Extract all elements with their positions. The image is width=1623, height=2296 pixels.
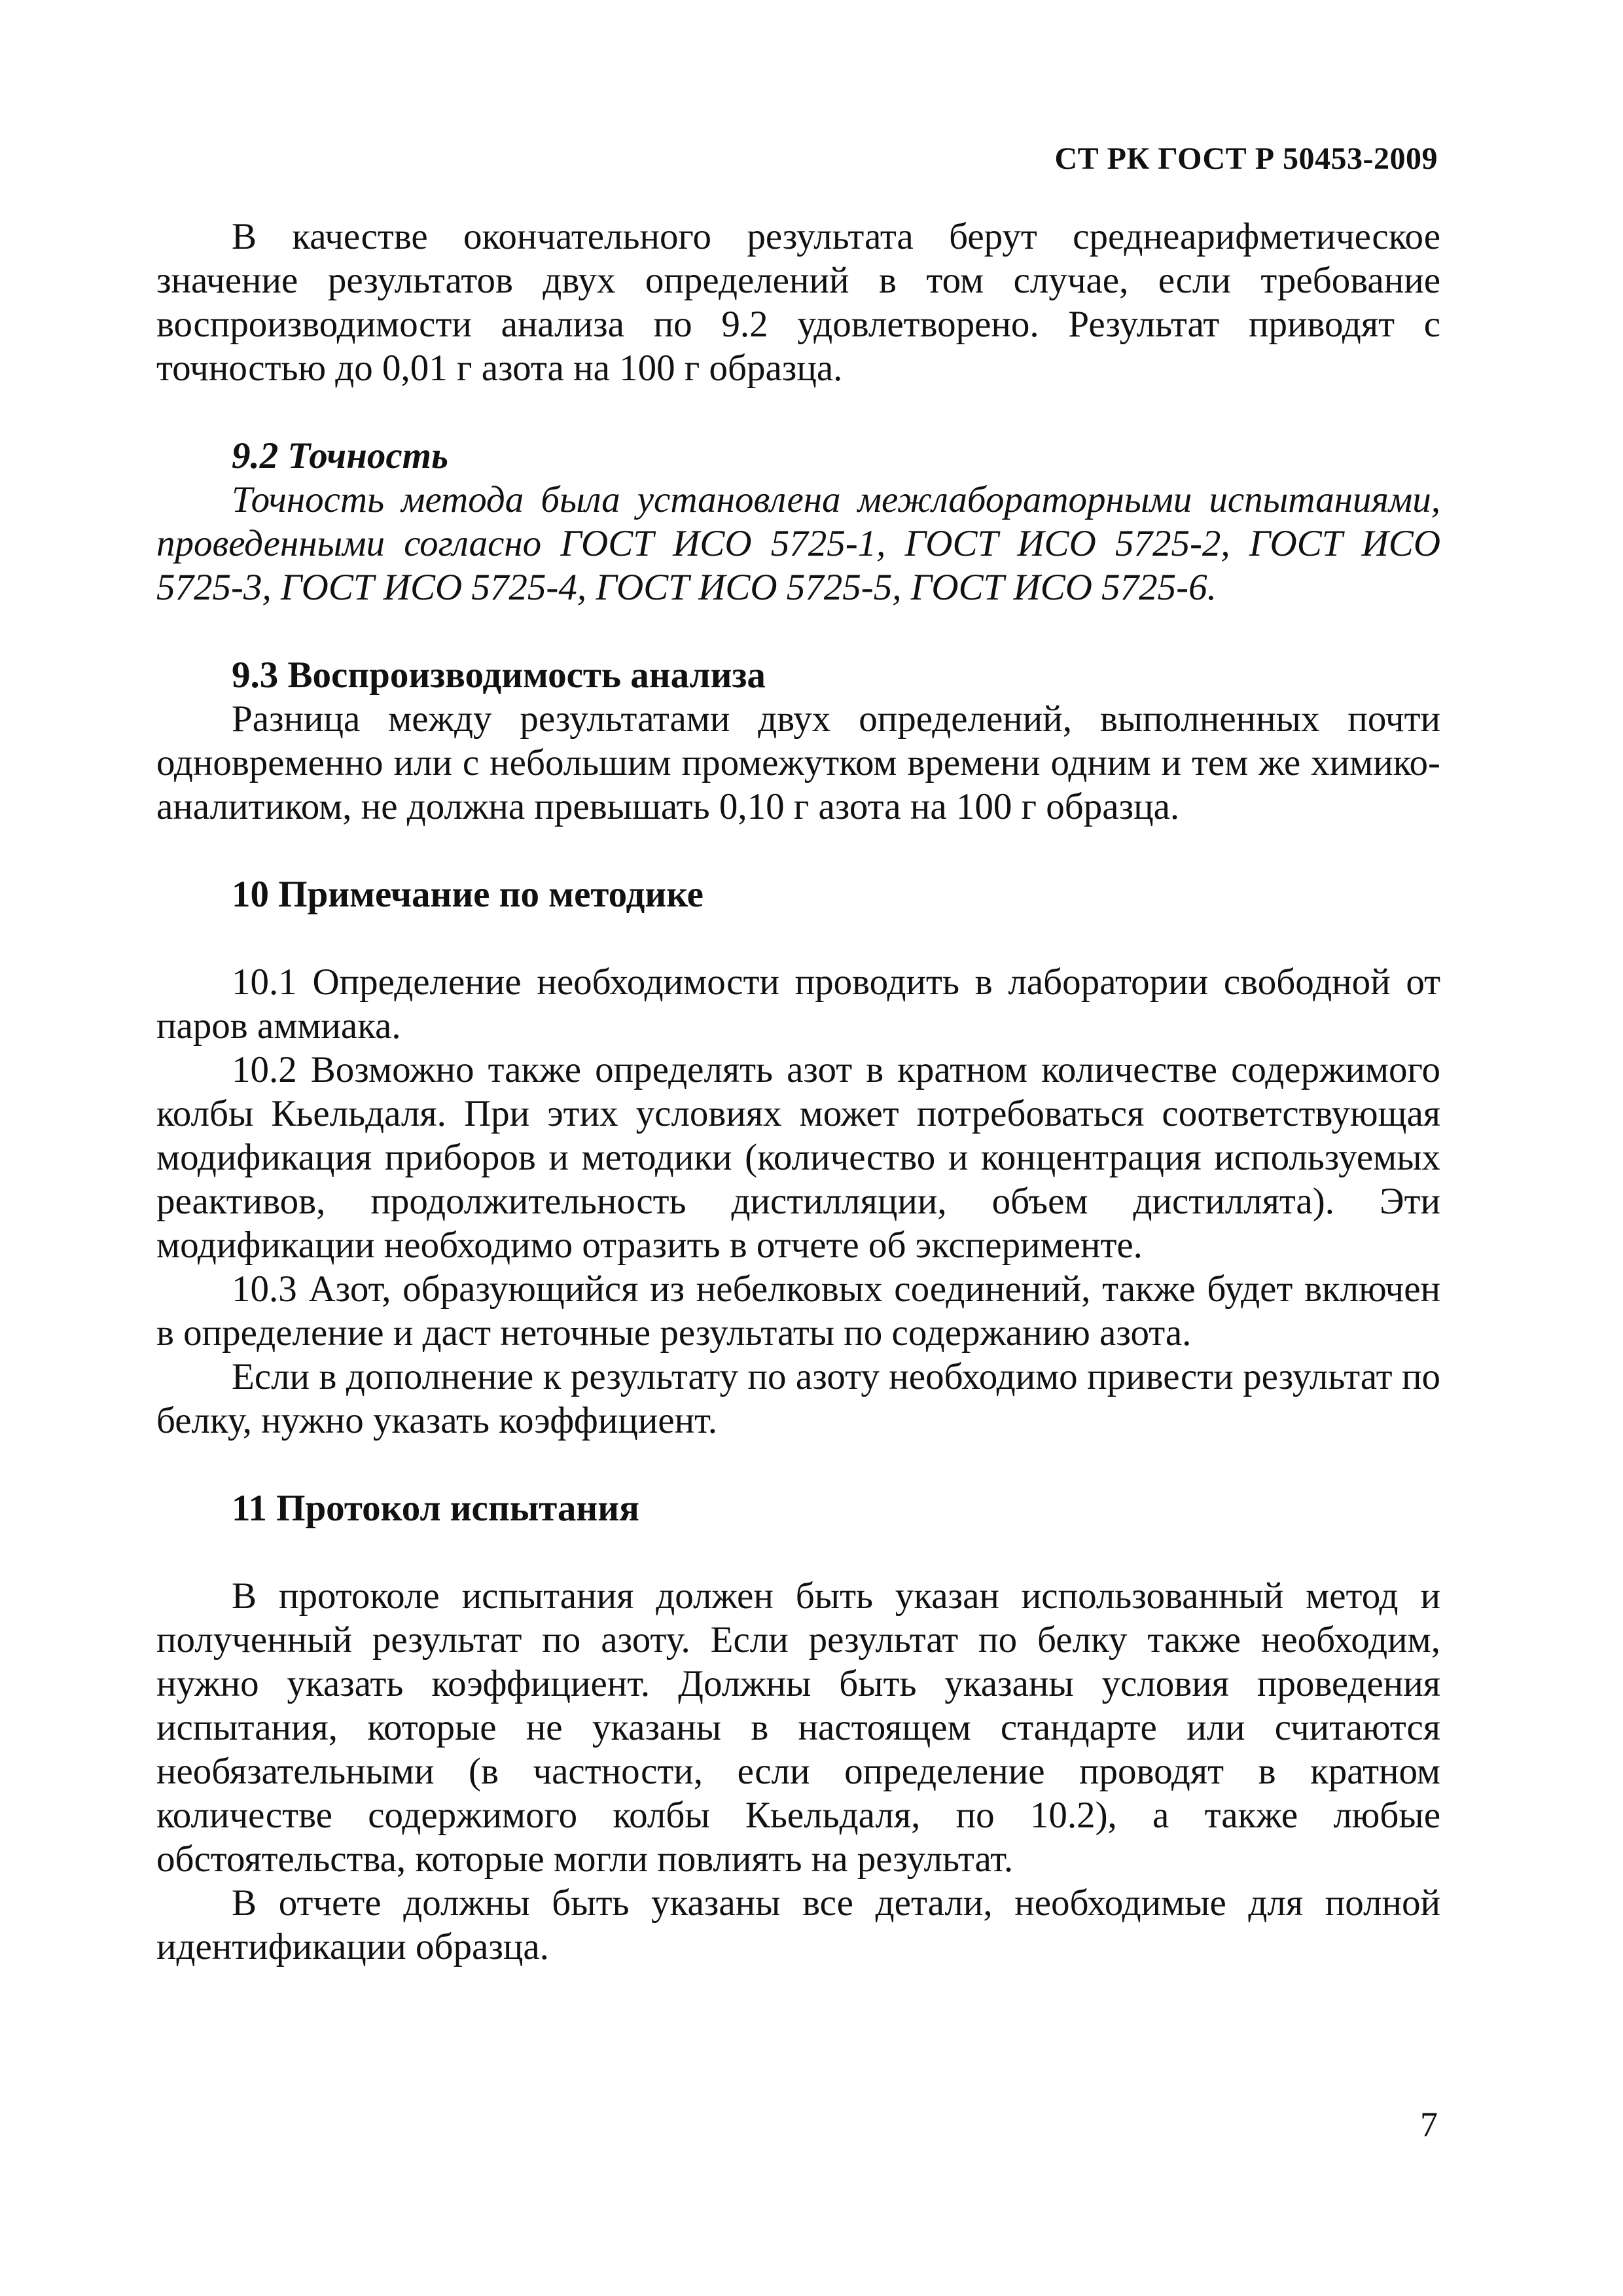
document-code-header: СТ РК ГОСТ Р 50453-2009 bbox=[1054, 141, 1438, 176]
section-11-paragraph-2: В отчете должны быть указаны все детали, необходимые для полной идентификации образца. bbox=[156, 1882, 1440, 1967]
page-number: 7 bbox=[1420, 2105, 1438, 2144]
section-9-3-text: Разница между результатами двух определений, выполненных почти одновременно или с небольшим промежутком времени одним и тем же химико-аналитиком, не должна превышать 0,10 г азота на 100 г образца. bbox=[156, 698, 1440, 827]
section-9-3-heading: 9.3 Воспроизводимость анализа bbox=[232, 655, 766, 696]
section-10-paragraph-2: 10.2 Возможно также определять азот в кратном количестве содержимого колбы Кьельдаля. При этих условиях может потребоваться соответствующая модификация приборов и методики (количество и концентрация используемых реактивов, продолжительность дистилляции, объем дистиллята). Эти модификации необходимо отразить в отчете об эксперименте. bbox=[156, 1049, 1440, 1266]
section-9-2-heading: 9.2 Точность bbox=[232, 435, 449, 476]
page-content bbox=[156, 215, 1440, 1969]
section-10-paragraph-3: 10.3 Азот, образующийся из небелковых соединений, также будет включен в определение и даст неточные результаты по содержанию азота. bbox=[156, 1268, 1440, 1354]
section-11-paragraph-1: В протоколе испытания должен быть указан использованный метод и полученный результат по азоту. Если результат по белку также необходим, нужно указать коэффициент. Должны быть указаны условия проведения испытания, которые не указаны в настоящем стандарте или считаются необязательными (в частности, если определение проводят в кратном количестве содержимого колбы Кьельдаля, по 10.2), а также любые обстоятельства, которые могли повлиять на результат. bbox=[156, 1575, 1440, 1880]
section-11-heading: 11 Протокол испытания bbox=[232, 1488, 639, 1529]
section-9-2-text: Точность метода была установлена межлабораторными испытаниями, проведенными согласно ГОСТ ИСО 5725-1, ГОСТ ИСО 5725-2, ГОСТ ИСО 5725-3, ГОСТ ИСО 5725-4, ГОСТ ИСО 5725-5, ГОСТ ИСО 5725-6. bbox=[156, 479, 1440, 608]
section-10-paragraph-4: Если в дополнение к результату по азоту необходимо привести результат по белку, нужно указать коэффициент. bbox=[156, 1356, 1440, 1441]
section-10-paragraph-1: 10.1 Определение необходимости проводить в лаборатории свободной от паров аммиака. bbox=[156, 961, 1440, 1047]
section-10-heading: 10 Примечание по методике bbox=[232, 874, 704, 915]
intro-paragraph: В качестве окончательного результата берут среднеарифметическое значение результатов двух определений в том случае, если требование воспроизводимости анализа по 9.2 удовлетворено. Результат приводят с точностью до 0,01 г азота на 100 г образца. bbox=[156, 216, 1440, 389]
